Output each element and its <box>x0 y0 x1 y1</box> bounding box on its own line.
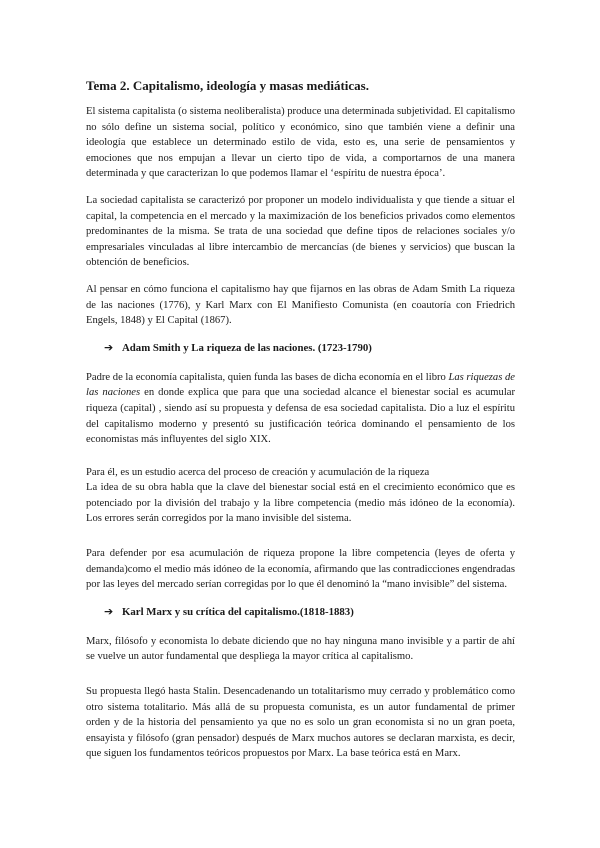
intro-paragraph-1: El sistema capitalista (o sistema neoliberalista) produce una determinada subjetividad. El capitalismo no sólo define un sistema social, político y económico, sino que también viene a definir una ideología que establece un determinado estilo de vida, esto es, una serie de pensamientos y emociones que nos empujan a llevar un cierto tipo de vida, a comportarnos de una manera determinada y que caracterizan lo que podemos llamar el ‘espíritu de nuestra época’. <box>86 106 515 180</box>
intro-paragraph-2: La sociedad capitalista se caracterizó por proponer un modelo individualista y que tiende a situar el capital, la competencia en el mercado y la maximización de los beneficios privados como elementos predominantes de la misma. Se trata de una sociedad que define tipos de relaciones sociales y/o empresariales vinculadas al libre intercambio de mercancías (de bienes y servicios) que buscan la obtención de beneficios. <box>86 194 515 269</box>
section-heading-adam-smith <box>104 340 515 356</box>
section-heading-karl-marx <box>104 604 515 620</box>
adam-smith-paragraph-1 <box>86 370 515 448</box>
karl-marx-paragraph-2: Su propuesta llegó hasta Stalin. Desencadenando un totalitarismo muy cerrado y problemático como otro sistema totalitario. Más allá de su propuesta comunista, es un autor fundamental de primer orden y de la historia del pensamiento ya que no es solo un gran economista si no un gran poeta, ensayista y filósofo (gran pensador) después de Marx muchos autores se declaran marxista, es decir, que siguen los fundamentos teóricos propuestos por Marx. La base teórica está en Marx. <box>86 686 515 760</box>
text-span: Padre de la economía capitalista, quien funda las bases de dicha economía en el libro <box>86 371 449 383</box>
book-title: Las riquezas de las naciones <box>86 371 515 399</box>
section-heading-text: Adam Smith y La riqueza de las naciones. (1723-1790) <box>122 341 372 354</box>
arrow-right-icon: ➔ <box>104 340 114 354</box>
karl-marx-paragraph-1: Marx, filósofo y economista lo debate diciendo que no hay ninguna mano invisible y a partir de ahí se vuelve un autor fundamental que despliega la mayor crítica al capitalismo. <box>86 635 515 663</box>
adam-smith-paragraph-4: Para defender por esa acumulación de riqueza propone la libre competencia (leyes de oferta y demanda)como el medio más idóneo de la economía, afirmando que las contradicciones engendradas por las leyes del mercado serían corregidas por lo que él denominó la “mano invisible” del sistema. <box>86 548 515 591</box>
arrow-right-icon: ➔ <box>104 604 114 618</box>
adam-smith-paragraph-2: Para él, es un estudio acerca del proceso de creación y acumulación de la riqueza <box>86 466 430 478</box>
text-span: en donde explica que para que una sociedad alcance el bienestar social es acumular riqueza (capital) , siendo así su propuesta y defensa de esa sociedad capitalista. Dio a luz el espíritu del capitalismo moderno y presentó su justificación teórica dominando el pensamiento de los economistas más influyentes del siglo XIX. <box>86 387 516 446</box>
page-title: Tema 2. Capitalismo, ideología y masas mediáticas. <box>86 78 369 93</box>
section-heading-text: Karl Marx y su crítica del capitalismo.(1818-1883) <box>122 605 354 618</box>
intro-paragraph-3: Al pensar en cómo funciona el capitalismo hay que fijarnos en las obras de Adam Smith La riqueza de las naciones (1776), y Karl Marx con El Manifiesto Comunista (en coautoría con Friedrich Engels, 1848) y El Capital (1867). <box>86 283 515 327</box>
adam-smith-paragraph-3: La idea de su obra habla que la clave del bienestar social está en el crecimiento económico que es potenciado por la división del trabajo y la libre competencia (medio más idóneo de la economía). Los errores serán corregidos por la mano invisible del sistema. <box>86 482 515 525</box>
